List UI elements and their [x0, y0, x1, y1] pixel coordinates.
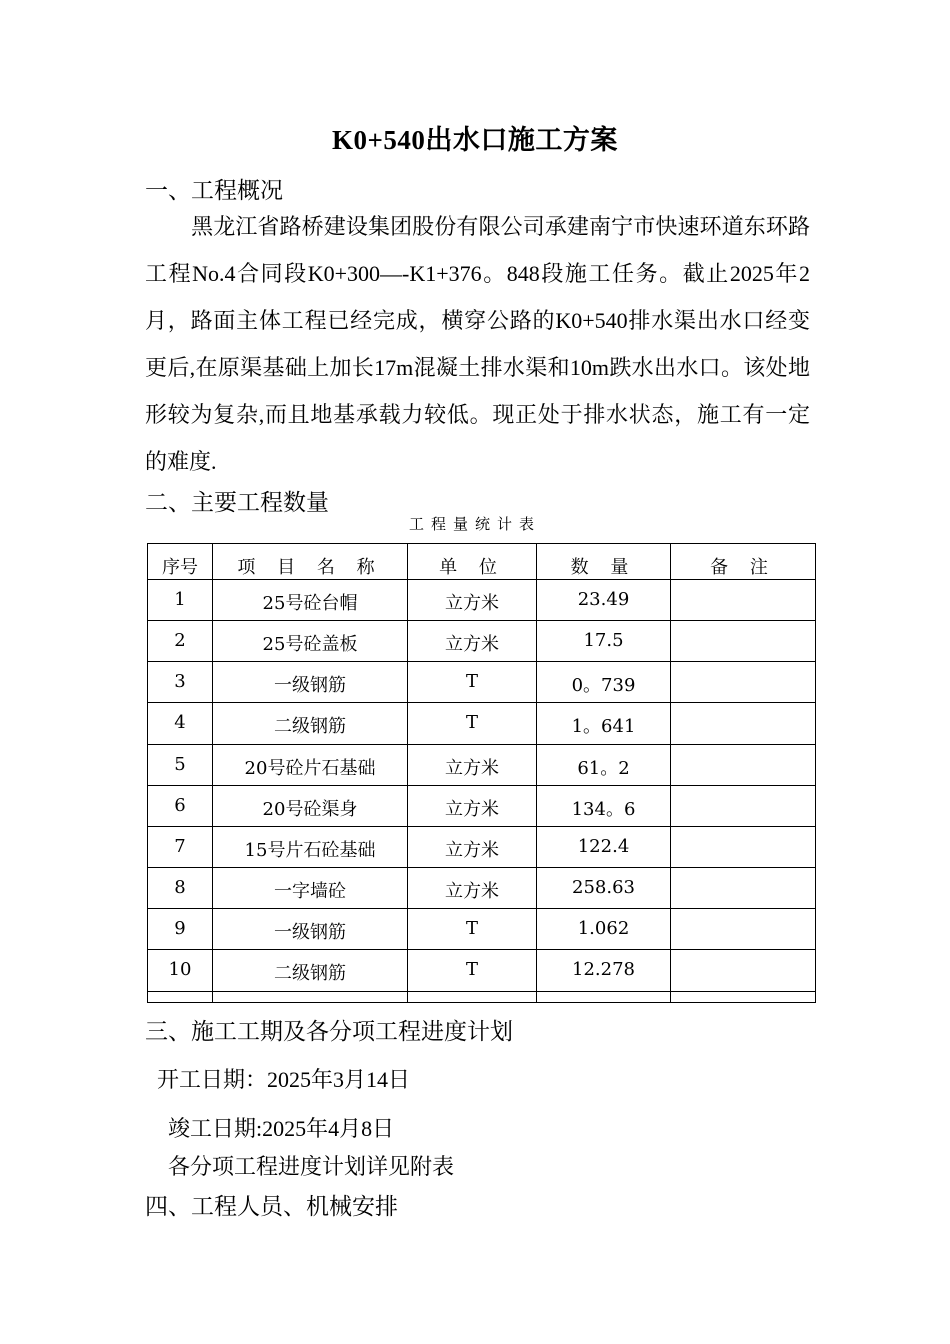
cell-unit: [408, 991, 537, 1002]
project-overview-text: 黑龙江省路桥建设集团股份有限公司承建南宁市快速环道东环路工程No.4合同段K0+300—-K1+376。848段施工任务。截止2025年2月，路面主体工程已经完成，横穿公路的K0+540排水渠出水口经变更后,在原渠基础上加长17m混凝土排水渠和10m跌水出水口。该处地形较为复杂,而且地基承载力较低。现正处于排水状态，施工有一定的难度.: [145, 214, 810, 474]
cell-unit: 立方米: [408, 785, 537, 826]
cell-item: 25号砼盖板: [213, 621, 408, 662]
cell-item: 一字墙砼: [213, 868, 408, 909]
schedule-note: 各分项工程进度计划详见附表: [168, 1154, 455, 1179]
cell-index: 4: [148, 703, 213, 744]
cell-remarks: [671, 950, 816, 991]
cell-index: 2: [148, 621, 213, 662]
section-2-heading: 二、主要工程数量: [145, 490, 329, 515]
cell-unit: 立方米: [408, 621, 537, 662]
cell-quantity: 1。641: [537, 703, 671, 744]
cell-item: 二级钢筋: [213, 703, 408, 744]
cell-remarks: [671, 621, 816, 662]
cell-item: 20号砼渠身: [213, 785, 408, 826]
cell-index: 5: [148, 744, 213, 785]
col-header-remarks: 备 注: [671, 544, 816, 580]
cell-index: 10: [148, 950, 213, 991]
cell-item: 15号片石砼基础: [213, 826, 408, 867]
table-row: [148, 868, 816, 909]
cell-index: [148, 991, 213, 1002]
cell-unit: 立方米: [408, 868, 537, 909]
cell-remarks: [671, 662, 816, 703]
cell-index: 1: [148, 580, 213, 621]
section-4-heading: 四、工程人员、机械安排: [145, 1194, 398, 1219]
table-row: [148, 950, 816, 991]
cell-unit: 立方米: [408, 744, 537, 785]
cell-unit: 立方米: [408, 580, 537, 621]
table-row: [148, 785, 816, 826]
project-overview-paragraph: [145, 203, 810, 485]
table-row: [148, 991, 816, 1002]
cell-quantity: [537, 991, 671, 1002]
cell-index: 6: [148, 785, 213, 826]
cell-quantity: 122.4: [537, 826, 671, 867]
end-date: 竣工日期:2025年4月8日: [168, 1116, 395, 1141]
cell-quantity: 0。739: [537, 662, 671, 703]
cell-unit: T: [408, 909, 537, 950]
start-date: 开工日期：2025年3月14日: [157, 1067, 411, 1092]
col-header-index: 序号: [148, 544, 213, 580]
col-header-quantity: 数 量: [537, 544, 671, 580]
table-row: [148, 621, 816, 662]
cell-remarks: [671, 744, 816, 785]
cell-unit: T: [408, 950, 537, 991]
cell-item: 25号砼台帽: [213, 580, 408, 621]
cell-item: 一级钢筋: [213, 909, 408, 950]
section-1-heading: 一、工程概况: [145, 178, 283, 203]
cell-unit: T: [408, 703, 537, 744]
cell-unit: T: [408, 662, 537, 703]
col-header-item: 项 目 名 称: [213, 544, 408, 580]
cell-remarks: [671, 868, 816, 909]
table-row: [148, 580, 816, 621]
cell-quantity: 258.63: [537, 868, 671, 909]
table-row: [148, 909, 816, 950]
cell-remarks: [671, 703, 816, 744]
quantity-table: [147, 543, 816, 1003]
cell-quantity: 23.49: [537, 580, 671, 621]
cell-item: 一级钢筋: [213, 662, 408, 703]
cell-index: 7: [148, 826, 213, 867]
cell-index: 3: [148, 662, 213, 703]
table-caption: 工程量统计表: [408, 517, 541, 533]
cell-quantity: 1.062: [537, 909, 671, 950]
table-row: [148, 703, 816, 744]
cell-quantity: 12.278: [537, 950, 671, 991]
cell-index: 9: [148, 909, 213, 950]
table-header-row: [148, 544, 816, 580]
cell-index: 8: [148, 868, 213, 909]
document-title: K0+540出水口施工方案: [332, 125, 618, 155]
table-row: [148, 744, 816, 785]
cell-item: 二级钢筋: [213, 950, 408, 991]
cell-remarks: [671, 580, 816, 621]
table-row: [148, 826, 816, 867]
cell-remarks: [671, 785, 816, 826]
cell-quantity: 61。2: [537, 744, 671, 785]
cell-quantity: 134。6: [537, 785, 671, 826]
cell-remarks: [671, 826, 816, 867]
section-3-heading: 三、施工工期及各分项工程进度计划: [145, 1019, 513, 1044]
cell-remarks: [671, 991, 816, 1002]
cell-remarks: [671, 909, 816, 950]
cell-unit: 立方米: [408, 826, 537, 867]
cell-item: [213, 991, 408, 1002]
col-header-unit: 单 位: [408, 544, 537, 580]
cell-item: 20号砼片石基础: [213, 744, 408, 785]
table-row: [148, 662, 816, 703]
cell-quantity: 17.5: [537, 621, 671, 662]
